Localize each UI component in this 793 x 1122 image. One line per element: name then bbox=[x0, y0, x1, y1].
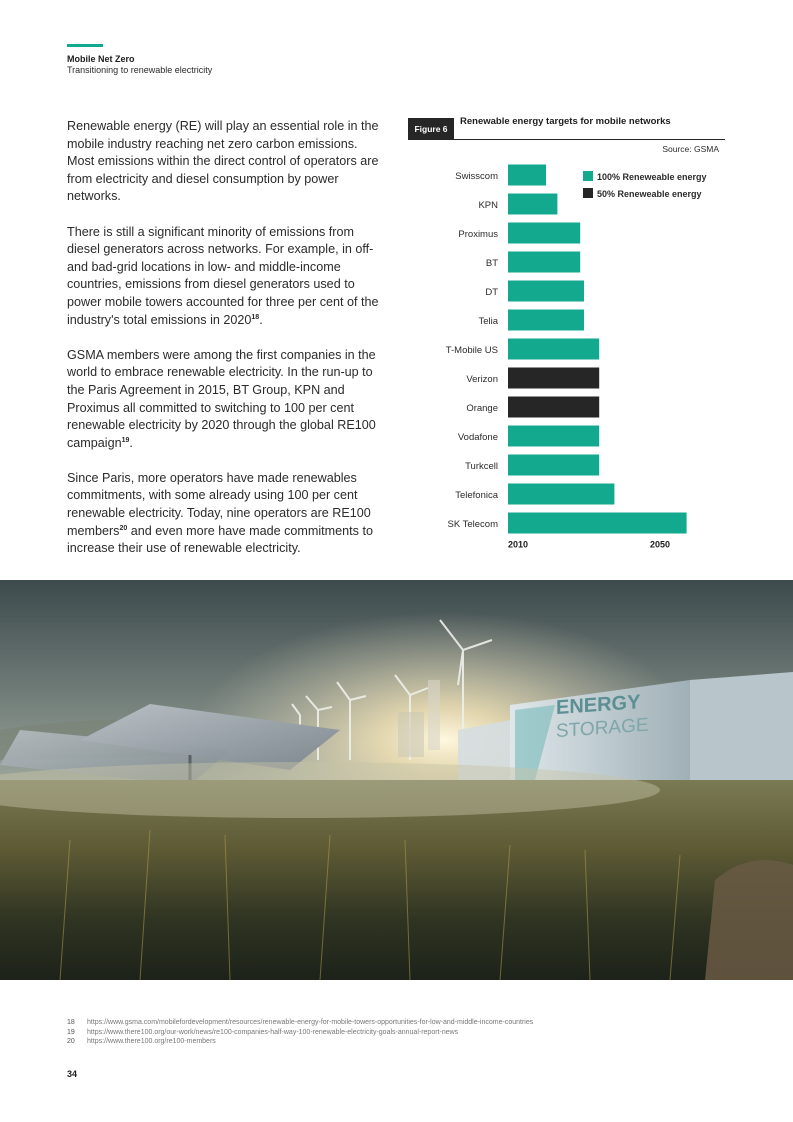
category-label-vodafone: Vodafone bbox=[457, 432, 498, 443]
footnote-link[interactable]: https://www.there100.org/re100-members bbox=[87, 1038, 216, 1045]
figure-title: Renewable energy targets for mobile networks bbox=[460, 116, 671, 127]
footnote-ref-20[interactable]: 20 bbox=[119, 524, 128, 532]
x-tick-2050: 2050 bbox=[649, 539, 671, 550]
footnote-20 bbox=[67, 1037, 533, 1047]
bar-vodafone bbox=[508, 426, 599, 447]
x-tick-2010: 2010 bbox=[508, 539, 529, 550]
footnote-link[interactable]: https://www.there100.org/our-work/news/re100-companies-half-way-100-renewable-electricity-goals-annual-report-news bbox=[87, 1028, 459, 1036]
bar-proximus bbox=[508, 223, 580, 244]
container-text-energy: ENERGY bbox=[556, 691, 641, 720]
figure-source: Source: GSMA bbox=[662, 144, 719, 154]
body-text bbox=[67, 118, 385, 575]
category-label-t-mobile-us: T-Mobile US bbox=[445, 345, 498, 356]
container-text-storage: STORAGE bbox=[556, 714, 649, 743]
bar-turkcell bbox=[508, 455, 599, 476]
category-label-proximus: Proximus bbox=[458, 229, 498, 240]
figure-tag: Figure 6 bbox=[408, 118, 454, 140]
legend-swatch-100- bbox=[583, 171, 593, 181]
category-label-orange: Orange bbox=[466, 403, 498, 414]
category-label-swisscom: Swisscom bbox=[455, 171, 498, 182]
paragraph-4 bbox=[67, 470, 385, 558]
paragraph-4-text: Since Paris, more operators have made renewables commitments, with some already using 100 per cent renewable electricity. Today, nine operators are RE100 members bbox=[67, 470, 371, 538]
bar-sk-telecom bbox=[508, 513, 687, 534]
category-label-kpn: KPN bbox=[478, 200, 498, 211]
document-title: Mobile Net Zero bbox=[67, 54, 135, 64]
bar-orange bbox=[508, 397, 599, 418]
legend-label-100-: 100% Reneweable energy bbox=[597, 172, 707, 182]
bar-bt bbox=[508, 252, 580, 273]
paragraph-2 bbox=[67, 224, 385, 330]
footnote-18 bbox=[67, 1018, 533, 1028]
bar-swisscom bbox=[508, 165, 546, 186]
footnote-ref-19[interactable]: 19 bbox=[121, 436, 130, 444]
footnote-number: 18 bbox=[67, 1019, 75, 1026]
paragraph-4-text-end: and even more have made commitments to increase their use of renewable electricity. bbox=[67, 523, 373, 556]
document-subtitle: Transitioning to renewable electricity bbox=[67, 65, 213, 75]
category-label-turkcell: Turkcell bbox=[465, 461, 498, 472]
footnotes bbox=[67, 1018, 533, 1047]
footnote-number: 20 bbox=[67, 1038, 75, 1045]
category-label-verizon: Verizon bbox=[466, 374, 498, 385]
paragraph-2-text: There is still a significant minority of emissions from diesel generators across networks. For example, in off- and bad-grid locations in low- and middle-income countries, emissions from diesel generators used to power mobile towers accounted for three per cent of the industry's total emissions in 2020 bbox=[67, 224, 379, 327]
paragraph-2-end: . bbox=[259, 312, 263, 327]
category-label-bt: BT bbox=[485, 258, 498, 269]
paragraph-3 bbox=[67, 347, 385, 453]
paragraph-1 bbox=[67, 118, 385, 206]
bar-kpn bbox=[508, 194, 557, 215]
legend-swatch-50- bbox=[583, 188, 593, 198]
figure-rule bbox=[408, 139, 725, 140]
bar-verizon bbox=[508, 368, 599, 389]
footnote-ref-18[interactable]: 18 bbox=[251, 313, 260, 321]
category-label-sk-telecom: SK Telecom bbox=[447, 519, 498, 530]
paragraph-1-text: Renewable energy (RE) will play an essential role in the mobile industry reaching net zero carbon emissions. Most emissions within the direct control of operators are from electricity and diesel consumption by power networks. bbox=[67, 119, 379, 204]
bar-dt bbox=[508, 281, 584, 302]
energy-storage-photo bbox=[0, 580, 793, 980]
legend-label-50-: 50% Reneweable energy bbox=[597, 189, 702, 199]
renewable-targets-chart bbox=[408, 158, 728, 558]
footnote-19 bbox=[67, 1028, 533, 1038]
photo-illustration bbox=[0, 580, 793, 980]
bar-telefonica bbox=[508, 484, 614, 505]
category-label-dt: DT bbox=[485, 287, 498, 298]
paragraph-3-end: . bbox=[129, 435, 133, 450]
footnote-number: 19 bbox=[67, 1028, 75, 1036]
bar-telia bbox=[508, 310, 584, 331]
category-label-telia: Telia bbox=[478, 316, 498, 327]
footnote-link[interactable]: https://www.gsma.com/mobilefordevelopment/resources/renewable-energy-for-mobile-towers-opportunities-for-low-and-middle-income-countries bbox=[87, 1019, 534, 1026]
bar-t-mobile-us bbox=[508, 339, 599, 360]
page-number: 34 bbox=[67, 1069, 78, 1079]
category-label-telefonica: Telefonica bbox=[455, 490, 498, 501]
header-accent-bar bbox=[67, 44, 103, 47]
paragraph-3-text: GSMA members were among the first companies in the world to embrace renewable electricity. In the run-up to the Paris Agreement in 2015, BT Group, KPN and Proximus all committed to switching to 100 per cent renewable electricity by 2020 through the global RE100 campaign bbox=[67, 347, 376, 450]
